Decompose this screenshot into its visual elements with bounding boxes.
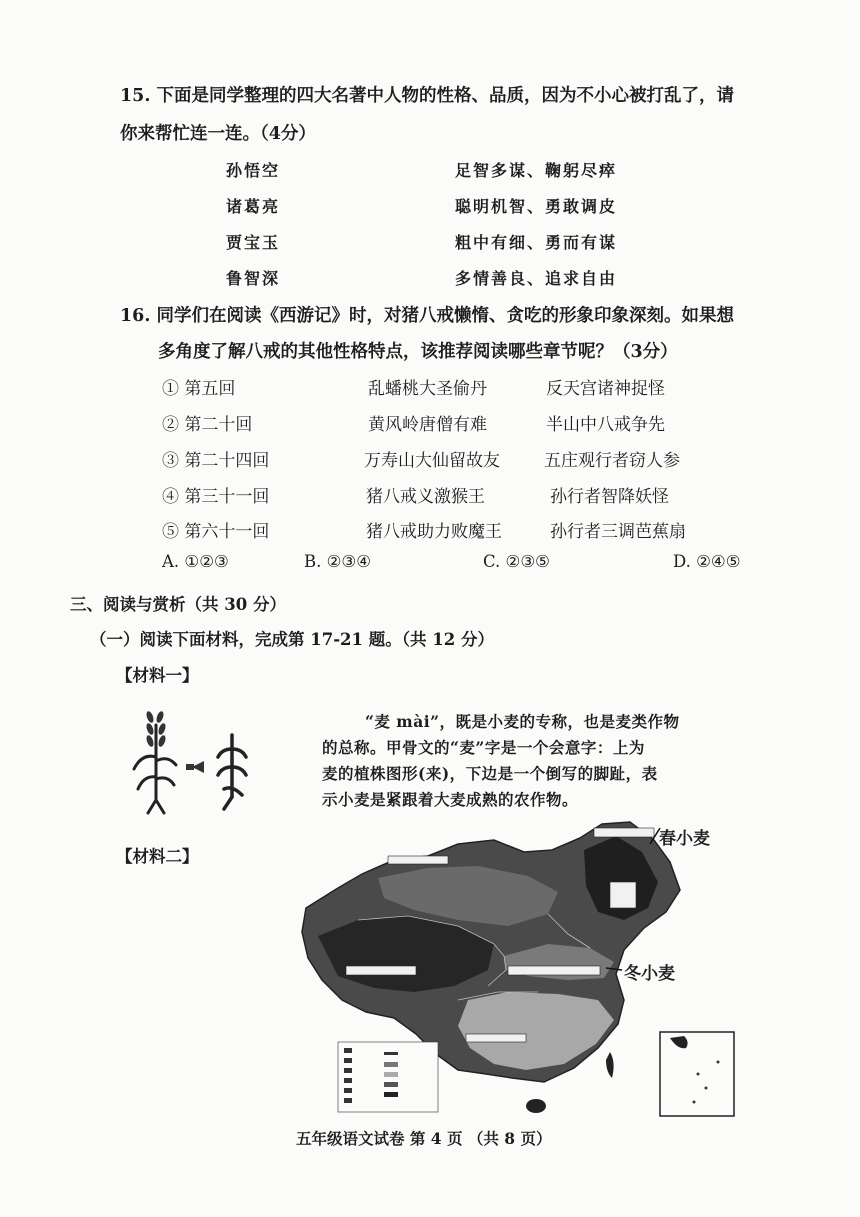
q15-trait: 聪明机智、勇敢调皮 <box>455 197 618 216</box>
q15-trait: 粗中有细、勇而有谋 <box>455 233 618 252</box>
q16-chapter-number: ⑤ 第六十一回 <box>162 522 270 542</box>
q16-chapter-title-b: 半山中八戒争先 <box>546 415 665 435</box>
q16-choice-b: B. ②③④ <box>304 552 371 571</box>
q16-prompt-line1: 16. 同学们在阅读《西游记》时，对猪八戒懒惰、贪吃的形象印象深刻。如果想 <box>120 306 735 326</box>
winter-wheat-label: 冬小麦 <box>624 964 675 984</box>
q16-chapter-title-b: 孙行者智降妖怪 <box>550 487 669 507</box>
q15-trait: 足智多谋、鞠躬尽瘁 <box>455 161 618 180</box>
q16-chapter-number: ④ 第三十一回 <box>162 487 270 507</box>
material-1-passage-line: 的总称。甲骨文的“麦”字是一个会意字：上为 <box>322 738 645 757</box>
q16-chapter-title-a: 猪八戒助力败魔王 <box>366 522 502 542</box>
q16-chapter-number: ③ 第二十四回 <box>162 451 270 471</box>
material-2-label: 【材料二】 <box>116 847 199 866</box>
page-footer: 五年级语文试卷 第 4 页 （共 8 页） <box>296 1129 552 1148</box>
q16-chapter-number: ① 第五回 <box>162 379 236 399</box>
subsection-title: （一）阅读下面材料，完成第 17-21 题。（共 12 分） <box>90 630 494 649</box>
q15-prompt-line1: 15. 下面是同学整理的四大名著中人物的性格、品质，因为不小心被打乱了，请 <box>120 86 735 106</box>
q15-prompt-line2: 你来帮忙连一连。（4分） <box>120 124 316 144</box>
material-1-passage-line: 麦的植株图形(来)，下边是一个倒写的脚趾，表 <box>322 764 658 783</box>
q16-chapter-title-b: 五庄观行者窃人参 <box>544 451 680 471</box>
q16-choice-d: D. ②④⑤ <box>673 552 741 571</box>
q16-prompt-line2: 多角度了解八戒的其他性格特点，该推荐阅读哪些章节呢？（3分） <box>158 342 678 362</box>
q16-choice-a: A. ①②③ <box>162 552 229 571</box>
q16-chapter-title-b: 反天宫诸神捉怪 <box>546 379 665 399</box>
wheat-glyph-illustration <box>128 705 258 817</box>
q16-chapter-title-a: 黄风岭唐僧有难 <box>368 415 487 435</box>
section-title: 三、阅读与赏析（共 30 分） <box>70 595 286 614</box>
china-wheat-map <box>298 816 744 1122</box>
material-1-passage-line: 示小麦是紧跟着大麦成熟的农作物。 <box>322 790 579 809</box>
q16-chapter-title-a: 猪八戒义激猴王 <box>366 487 485 507</box>
q16-chapter-title-b: 孙行者三调芭蕉扇 <box>550 522 686 542</box>
q15-name: 贾宝玉 <box>226 233 281 252</box>
q16-chapter-title-a: 万寿山大仙留故友 <box>364 451 500 471</box>
spring-wheat-label: 春小麦 <box>659 829 710 849</box>
q16-chapter-title-a: 乱蟠桃大圣偷丹 <box>368 379 487 399</box>
q15-name: 诸葛亮 <box>226 197 281 216</box>
q15-name: 鲁智深 <box>226 269 281 288</box>
q16-chapter-number: ② 第二十回 <box>162 415 253 435</box>
material-1-label: 【材料一】 <box>116 666 199 685</box>
material-1-passage-line: “麦 mài”，既是小麦的专称，也是麦类作物 <box>365 712 680 731</box>
q15-trait: 多情善良、追求自由 <box>455 269 618 288</box>
q16-choice-c: C. ②③⑤ <box>483 552 550 571</box>
q15-name: 孙悟空 <box>226 161 281 180</box>
